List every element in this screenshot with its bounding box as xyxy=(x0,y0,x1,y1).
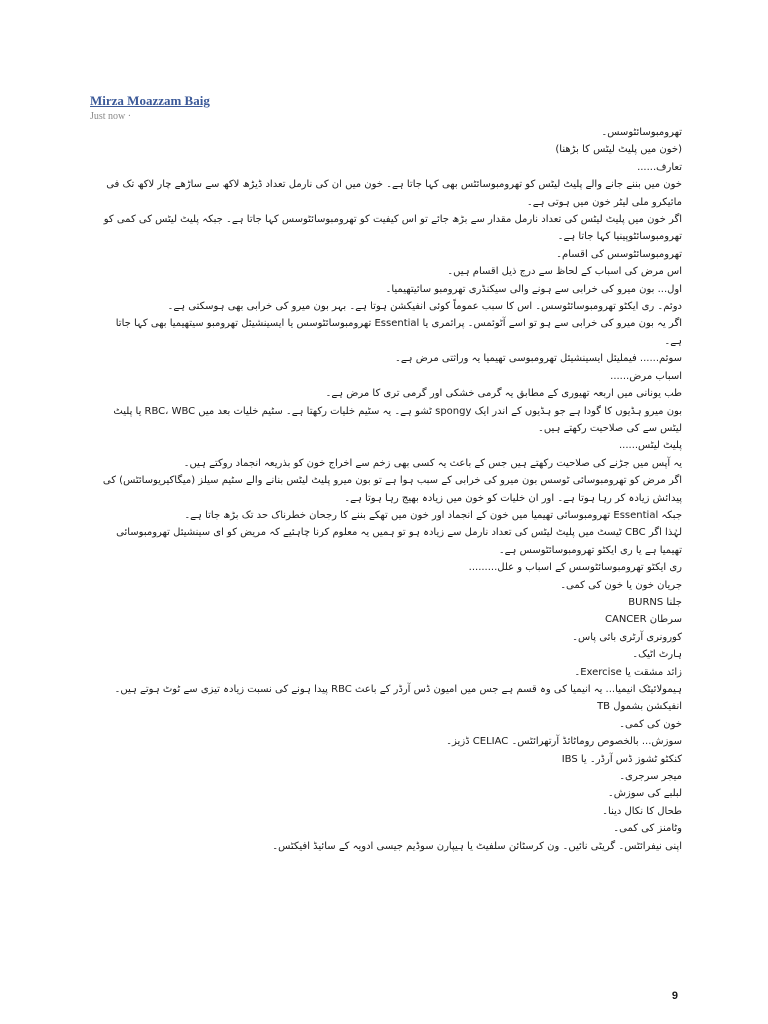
post-author-link[interactable]: Mirza Moazzam Baig xyxy=(90,93,210,108)
article-paragraph: وٹامنز کی کمی۔ xyxy=(613,823,682,835)
article-paragraph: زائد مشقت یا Exercise۔ xyxy=(574,666,682,678)
article-paragraph: تعارف...... xyxy=(637,161,682,173)
article-paragraph: انفیکشن بشمول TB xyxy=(597,701,682,713)
article-paragraph: اول... بون میرو کی خرابی سے ہونے والی سیکنڈری تھرومبو سائیتھیمیا۔ xyxy=(385,283,682,295)
article-paragraph: اس مرض کی اسباب کے لحاظ سے درج ذیل اقسام ہیں۔ xyxy=(447,266,682,278)
article-body xyxy=(96,124,682,855)
article-paragraph: ری ایکٹو تھرومبوسائٹوسس کے اسباب و علل......... xyxy=(468,562,682,574)
article-paragraph: ہارٹ اٹیک۔ xyxy=(632,649,682,661)
article-paragraph: پلیٹ لیٹس...... xyxy=(618,440,682,452)
article-paragraph: کورونری آرٹری بائی پاس۔ xyxy=(572,631,682,643)
article-paragraph: اگر یہ بون میرو کی خرابی سے ہو تو اسے آٹوئمس۔ پرائمری یا Essential تھرومبوسائٹوسس یا ایسینشیئل تھرومبو سیتھیمیا بھی کہا جاتا ہے۔ xyxy=(115,318,682,347)
article-paragraph: دوئم۔ ری ایکٹو تھرومبوسائٹوسس۔ اس کا سبب عموماً کوئی انفیکشن ہوتا ہے۔ بہر بون میرو کی خرابی بھی ہوسکتی ہے۔ xyxy=(167,301,682,313)
article-paragraph: اگر خون میں پلیٹ لیٹس کی تعداد نارمل مقدار سے بڑھ جائے تو اس کیفیت کو تھرومبوسائٹوسس کہا جاتا ہے۔ جبکہ پلیٹ لیٹس کی کمی کو تھرومبوسائٹوپینیا کہا جاتا ہے۔ xyxy=(103,214,682,243)
article-paragraph: سوئم...... فیملیئل ایسینشیئل تھرومبوسی تھیمیا یہ وراثتی مرض ہے۔ xyxy=(394,353,682,365)
article-paragraph: (خون میں پلیٹ لیٹس کا بڑھنا) xyxy=(555,144,682,156)
article-paragraph: کنکٹو ٹشوز ڈس آرڈر۔ یا IBS xyxy=(561,753,682,765)
article-paragraph: طحال کا نکال دینا۔ xyxy=(602,805,682,817)
article-paragraph: جریان خون یا خون کی کمی۔ xyxy=(560,579,682,591)
article-paragraph: خون کی کمی۔ xyxy=(619,718,682,730)
article-paragraph: لبلبے کی سوزش۔ xyxy=(607,788,682,800)
article-paragraph: میجر سرجری۔ xyxy=(619,771,682,783)
article-paragraph: ہیمولائیٹک انیمیا... یہ انیمیا کی وہ قسم ہے جس میں امیون ڈس آرڈر کے باعث RBC پیدا ہونے کی نسبت زیادہ تیزی سے ٹوٹ ہوتے ہیں۔ xyxy=(114,684,682,695)
article-paragraph: طب یونانی میں اربعہ تھیوری کے مطابق یہ گرمی خشکی اور گرمی تری کا مرض ہے۔ xyxy=(325,388,682,400)
article-paragraph: بون میرو ہڈیوں کا گودا ہے جو ہڈیوں کے اندر ایک spongy ٹشو ہے۔ یہ سٹیم خلیات رکھتا ہے۔ سٹیم خلیات بعد میں RBC، WBC یا پلیٹ لیٹس سے کی صلاحیت رکھتے ہیں۔ xyxy=(113,405,682,434)
article-paragraph: تھرومبوسائٹوسس۔ xyxy=(601,127,682,138)
article-paragraph: اگر مرض کو تھرومبوسائی ٹوسس بون میرو کی خرابی کے سبب ہوا ہے تو بون میرو پلیٹ لیٹس بنانے والے سٹیم سیلز (میگاکیریوسائٹس) کی پیدائش زیادہ کر رہا ہوتا ہے۔ اور ان خلیات کو خون میں زیادہ بھیج رہا ہوتا ہے۔ xyxy=(102,475,682,504)
post-timestamp: Just now · xyxy=(90,111,132,122)
page-number: 9 xyxy=(671,990,678,1002)
article-paragraph: سوزش... بالخصوص روماٹائڈ آرتھرائٹس۔ CELIAC ڈزیز۔ xyxy=(446,736,682,748)
article-paragraph: سرطان CANCER xyxy=(605,614,682,626)
article-paragraph: لہٰذا اگر CBC ٹیسٹ میں پلیٹ لیٹس کی تعداد نارمل سے زیادہ ہو تو ہمیں یہ معلوم کرنا چاہئیے کہ مریض کو ای سینشیئل تھرومبوسائی تھیمیا ہے یا ری ایکٹو تھرومبوسائٹوسس ہے۔ xyxy=(116,527,682,556)
article-paragraph: جبکہ Essential تھرومبوسائی تھیمیا میں خون کے انجماد اور خون میں تھکے بننے کا رجحان خطرناک حد تک بڑھ جاتا ہے۔ xyxy=(184,509,682,521)
article-paragraph: خون میں بننے جانے والے پلیٹ لیٹس کو تھرومبوسائٹس بھی کہا جاتا ہے۔ خون میں ان کی نارمل تعداد ڈیڑھ لاکھ سے ساڑھے چار لاکھ تک فی مائیکرو ملی لیٹر خون میں ہوتی ہے۔ xyxy=(106,179,682,208)
article-paragraph: تھرومبوسائٹوسس کی اقسام۔ xyxy=(556,248,682,260)
article-paragraph: اپنی نیفرائٹس۔ گریٹی نائیں۔ ون کرسٹائن سلفیٹ یا ہیپارن سوڈیم جیسی ادویہ کے سائیڈ افیکٹس۔ xyxy=(272,840,682,852)
article-paragraph: اسباب مرض...... xyxy=(610,370,682,382)
article-paragraph: جلنا BURNS xyxy=(628,596,682,608)
article-paragraph: یہ آپس میں جڑنے کی صلاحیت رکھتے ہیں جس کے باعث یہ کسی بھی زخم سے اخراج خون کو بذریعہ انجماد روکتے ہیں۔ xyxy=(183,457,682,469)
